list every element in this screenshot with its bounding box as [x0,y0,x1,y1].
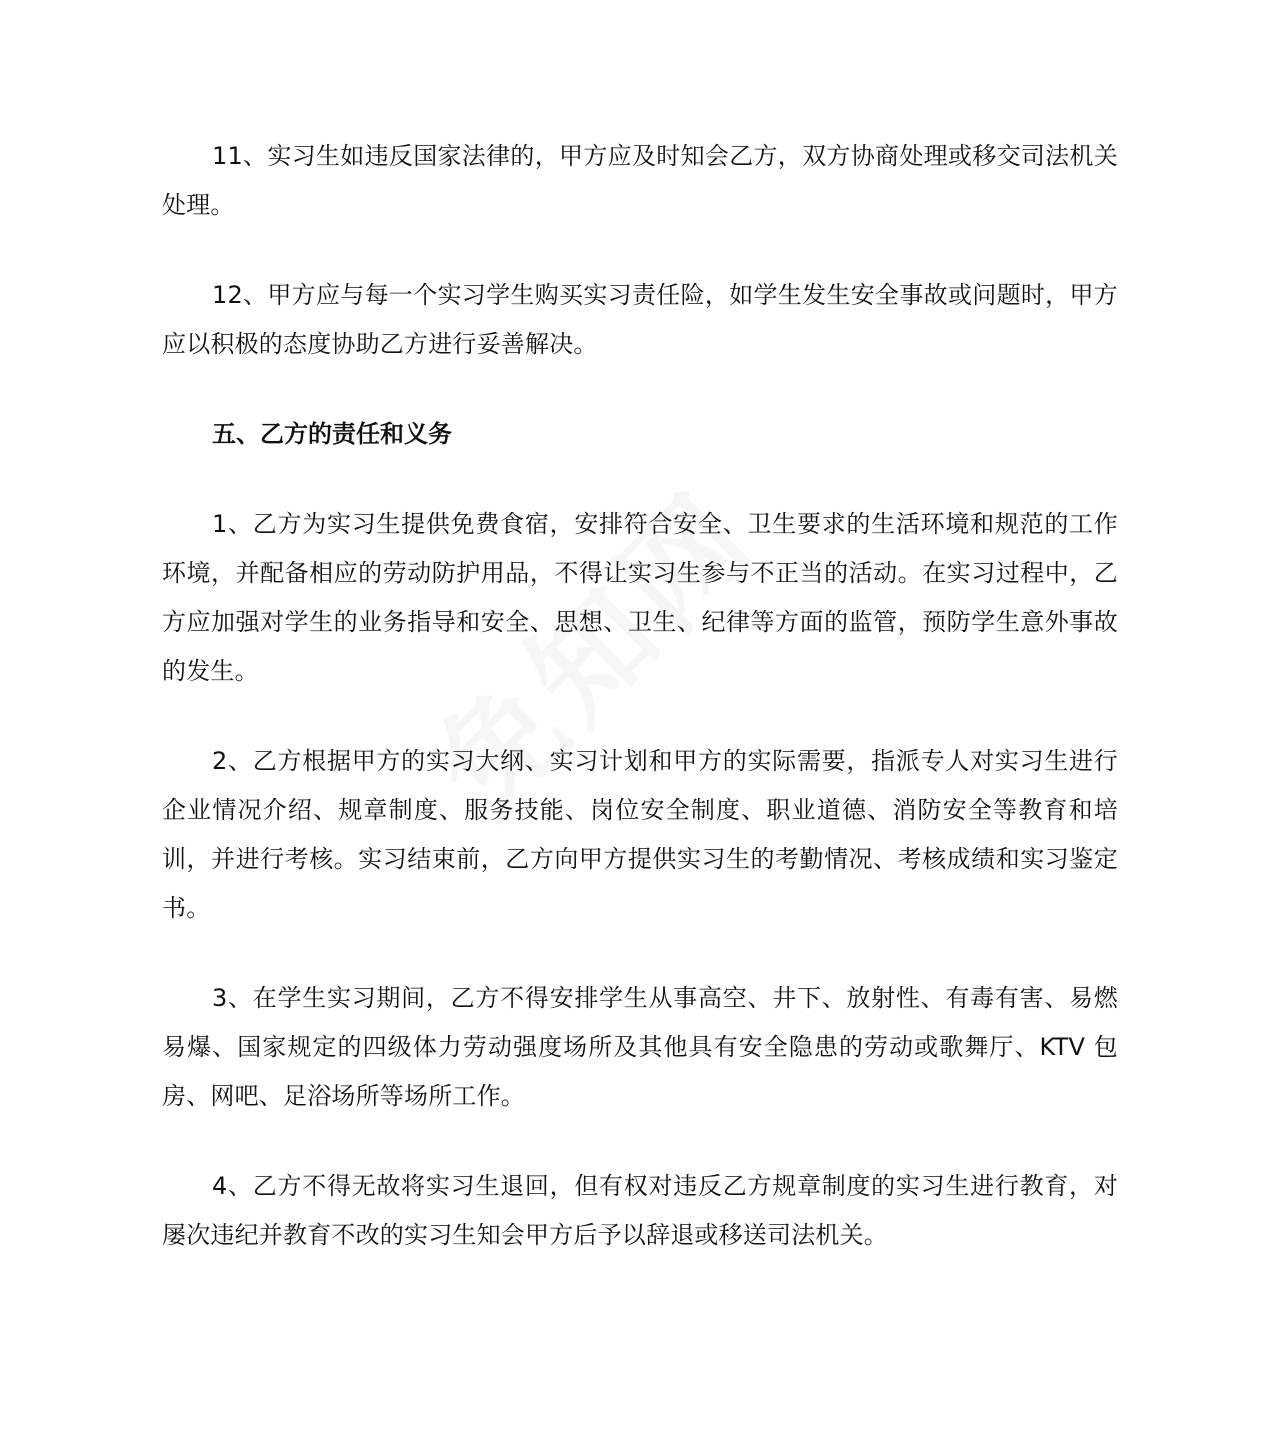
clause-11: 11、实习生如违反国家法律的，甲方应及时知会乙方，双方协商处理或移交司法机关处理。 [162,142,1118,219]
party-b-clause-2: 2、乙方根据甲方的实习大纲、实习计划和甲方的实际需要，指派专人对实习生进行企业情况介绍、规章制度、服务技能、岗位安全制度、职业道德、消防安全等教育和培训，并进行考核。实习结束前，乙方向甲方提供实习生的考勤情况、考核成绩和实习鉴定书。 [162,747,1118,922]
section-heading-5: 五、乙方的责任和义务 [212,420,452,448]
clause-12: 12、甲方应与每一个实习学生购买实习责任险，如学生发生安全事故或问题时，甲方应以积极的态度协助乙方进行妥善解决。 [162,281,1118,358]
party-b-clause-1: 1、乙方为实习生提供免费食宿，安排符合安全、卫生要求的生活环境和规范的工作环境，并配备相应的劳动防护用品，不得让实习生参与不正当的活动。在实习过程中，乙方应加强对学生的业务指导和安全、思想、卫生、纪律等方面的监管，预防学生意外事故的发生。 [162,510,1118,685]
party-b-clause-3: 3、在学生实习期间，乙方不得安排学生从事高空、井下、放射性、有毒有害、易燃易爆、国家规定的四级体力劳动强度场所及其他具有安全隐患的劳动或歌舞厅、KTV 包房、网吧、足浴场所等场所工作。 [162,984,1118,1110]
document-body [162,132,1118,1301]
party-b-clause-4: 4、乙方不得无故将实习生退回，但有权对违反乙方规章制度的实习生进行教育，对屡次违纪并教育不改的实习生知会甲方后予以辞退或移送司法机关。 [162,1172,1118,1249]
